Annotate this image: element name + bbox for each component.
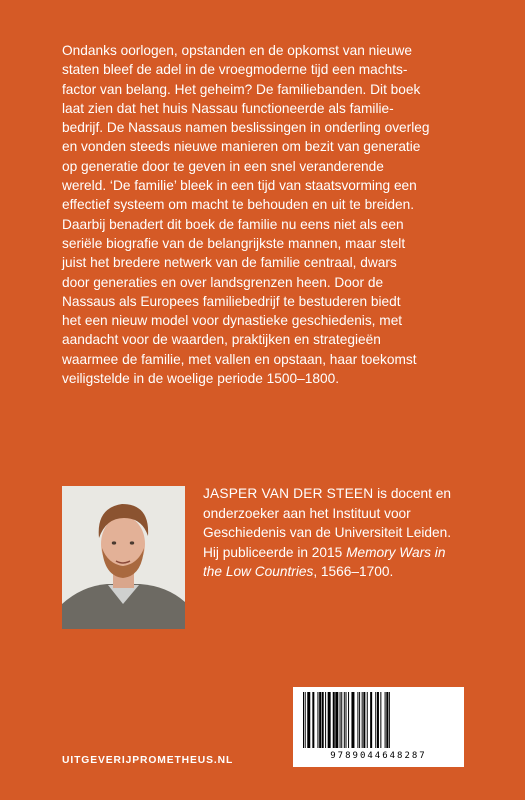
author-bio	[203, 484, 503, 582]
barcode-bar	[325, 692, 326, 748]
barcode-bar	[303, 692, 304, 748]
back-cover-blurb	[62, 41, 487, 388]
barcode-bar	[328, 692, 331, 748]
barcode-bar	[357, 692, 358, 748]
blurb-line: staten bleef de adel in de vroegmoderne tijd een machts-	[62, 62, 408, 78]
barcode-bar	[305, 692, 306, 748]
blurb-line: factor van belang. Het geheim? De familiebanden. Dit boek	[62, 81, 421, 97]
barcode-bar	[322, 692, 324, 748]
barcode-bar	[346, 692, 347, 748]
blurb-line: op generatie door te geven in een snel veranderende	[62, 158, 384, 174]
blurb-line: en vonden steeds nieuwe manieren om bezit van generatie	[62, 139, 421, 155]
barcode-bar	[335, 692, 338, 748]
blurb-line: effectief systeem om macht te behouden en uit te breiden.	[62, 197, 415, 213]
barcode-bar	[344, 692, 345, 748]
barcode-bar	[367, 692, 368, 748]
barcode-bar	[370, 692, 372, 748]
blurb-line: seriële biografie van de belangrijkste mannen, maar stelt	[62, 235, 406, 251]
blurb-line: aandacht voor de waarden, praktijken en strategieën	[62, 332, 381, 348]
author-bio-text: onderzoeker aan het Instituut voor	[203, 505, 411, 521]
author-bio-text: is docent en	[373, 486, 451, 501]
barcode-bar	[377, 692, 379, 748]
barcode-bar	[363, 692, 365, 748]
barcode-bar	[351, 692, 354, 748]
author-bio-text: Geschiedenis van de Universiteit Leiden.	[203, 525, 452, 540]
barcode-bar	[389, 692, 390, 748]
isbn-barcode	[293, 687, 464, 767]
blurb-line: het een nieuw model voor dynastieke geschiedenis, met	[62, 313, 403, 329]
barcode-bars	[293, 687, 464, 749]
blurb-line: laat zien dat het huis Nassau functioneerde als familie-	[62, 100, 394, 116]
barcode-bar	[341, 692, 342, 748]
barcode-bar	[375, 692, 376, 748]
barcode-bar	[380, 692, 381, 748]
barcode-bar	[340, 692, 341, 748]
barcode-bar	[319, 692, 321, 748]
author-name: JASPER VAN DER STEEN	[203, 486, 374, 501]
barcode-bar	[307, 692, 310, 748]
blurb-line: veiligstelde in de woelige periode 1500–1800.	[62, 371, 339, 387]
author-portrait-image	[62, 486, 185, 629]
book-title: Memory Wars in	[346, 544, 446, 560]
blurb-line: bedrijf. De Nassaus namen beslissingen in onderling overleg	[62, 120, 430, 136]
blurb-line: Ondanks oorlogen, opstanden en de opkomst van nieuwe	[62, 43, 413, 58]
author-bio-text: , 1566–1700.	[313, 564, 394, 579]
blurb-line: juist het bredere netwerk van de familie centraal, dwars	[62, 255, 397, 271]
barcode-bar	[362, 692, 363, 748]
isbn-number: 9789044648287	[330, 751, 427, 761]
blurb-line: Daarbij benadert dit boek de familie nu eens niet als een	[62, 216, 404, 232]
barcode-bar	[359, 692, 360, 748]
blurb-line: waarmee de familie, met vallen en opstaan, haar toekomst	[62, 351, 417, 367]
blurb-line: door generaties en over landsgrenzen heen. Door de	[62, 274, 384, 290]
blurb-line: Nassaus als Europees familiebedrijf te bestuderen biedt	[62, 293, 401, 309]
book-title: the Low Countries	[203, 564, 314, 579]
barcode-bar	[317, 692, 318, 748]
barcode-bar	[312, 692, 314, 748]
author-photo	[62, 486, 185, 629]
barcode-bar	[386, 692, 388, 748]
author-bio-text: Hij publiceerde in 2015	[203, 544, 347, 560]
barcode-bar	[385, 692, 386, 748]
publisher-website: UITGEVERIJPROMETHEUS.NL	[62, 755, 234, 766]
blurb-line: wereld. ‘De familie’ bleek in een tijd van staatsvorming een	[62, 178, 417, 194]
barcode-bar	[333, 692, 335, 748]
barcode-bar	[348, 692, 349, 748]
